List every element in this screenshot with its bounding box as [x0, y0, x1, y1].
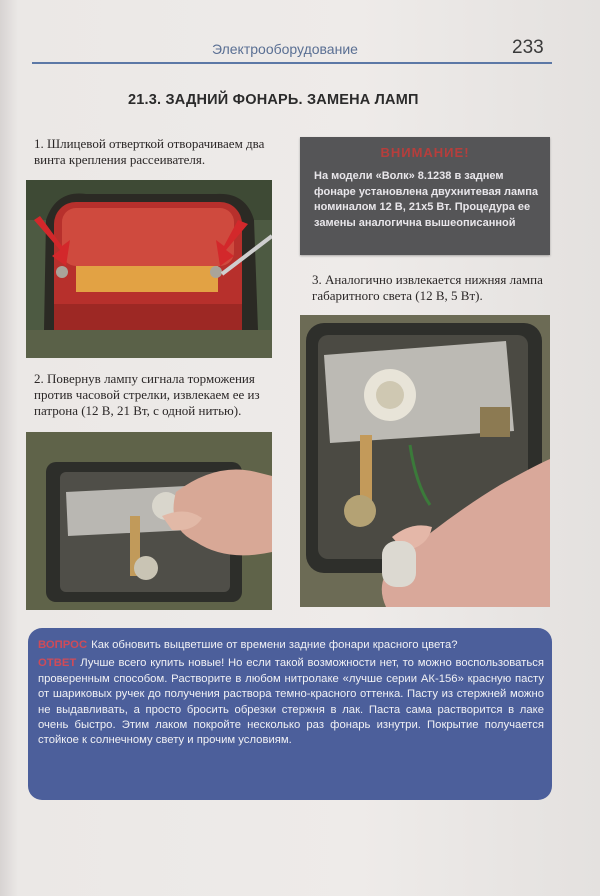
photo-brake-lamp-removal — [26, 432, 272, 610]
warning-heading: ВНИМАНИЕ! — [380, 145, 470, 160]
header-rule — [32, 62, 552, 64]
running-header-section: Электрооборудование — [212, 41, 358, 57]
page-number: 233 — [512, 37, 544, 58]
question-label: ВОПРОС — [38, 639, 88, 651]
answer-text: Лучше всего купить новые! Но если такой возможности нет, то можно воспользоваться проверенным способом. Растворите в любом нитролаке «лучше серии АК-156» красную пасту от шариковых ручек до получения раствора темно-красного оттенка. Пасту из стержней можно не выдавливать, а просто бросить обрезки стержня в лак. Паста сама растворится в лаке очень быстро. Этим лаком покройте несколько раз фонарь изнутри. Покрытие получается стойкое к солнечному свету и прочим условиям. — [38, 657, 544, 747]
warning-text: На модели «Волк» 8.1238 в заднем фонаре установлена двухнитевая лампа номиналом 12 В, 21х5 Вт. Процедура ее замены аналогична вышеописанной — [314, 170, 539, 229]
answer-label: ОТВЕТ — [38, 657, 77, 670]
warning-box — [300, 137, 550, 255]
question-text: Как обновить выцветшие от времени задние фонари красного цвета? — [91, 639, 458, 651]
step-3-text: 3. Аналогично извлекается нижняя лампа габаритного света (12 В, 5 Вт). — [312, 272, 543, 303]
answer-block — [38, 656, 544, 748]
photo-parking-lamp-removal — [300, 315, 550, 607]
question-answer-box — [28, 628, 552, 800]
photo-taillight-screws — [26, 180, 272, 358]
section-title: 21.3. ЗАДНИЙ ФОНАРЬ. ЗАМЕНА ЛАМП — [128, 92, 419, 108]
qa-text — [38, 638, 544, 749]
step-1-text: 1. Шлицевой отверткой отворачиваем два винта крепления рассеивателя. — [34, 136, 265, 167]
step-2-text: 2. Повернув лампу сигнала торможения против часовой стрелки, извлекаем ее из патрона (12 В, 21 Вт, с одной нитью). — [34, 371, 260, 418]
